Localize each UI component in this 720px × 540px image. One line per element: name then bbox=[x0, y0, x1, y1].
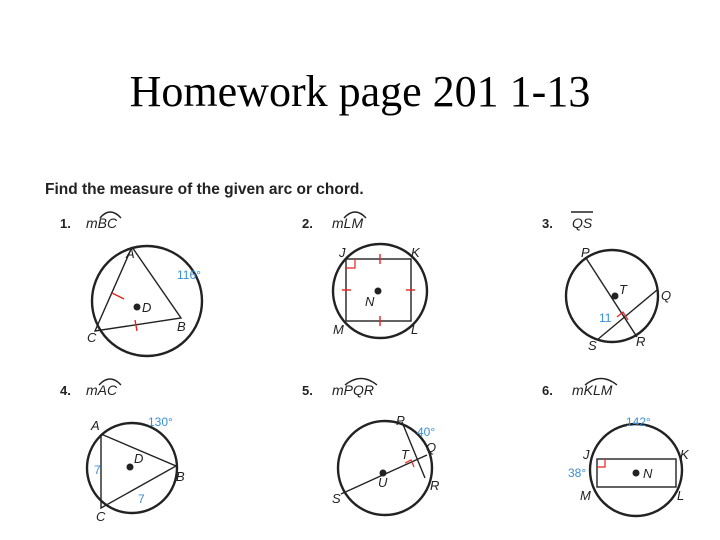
problem-5 bbox=[302, 379, 439, 516]
point-label: T bbox=[401, 447, 409, 462]
point-label: C bbox=[87, 330, 97, 345]
center-dot bbox=[375, 288, 382, 295]
problem-3-prompt: QS bbox=[572, 215, 593, 231]
triangle-1 bbox=[95, 247, 181, 331]
problem-3-number: 3. bbox=[542, 216, 553, 231]
point-label: P bbox=[581, 245, 590, 260]
problem-4 bbox=[60, 379, 185, 524]
problem-2-number: 2. bbox=[302, 216, 313, 231]
arc-measure-label: 142° bbox=[626, 415, 651, 429]
right-angle-mark bbox=[597, 459, 605, 467]
point-label: C bbox=[96, 509, 106, 524]
problem-4-number: 4. bbox=[60, 383, 71, 398]
problem-6-number: 6. bbox=[542, 383, 553, 398]
point-label: A bbox=[91, 418, 100, 433]
point-label: S bbox=[588, 338, 597, 353]
center-dot bbox=[633, 470, 640, 477]
problem-2-prompt: mLM bbox=[332, 215, 364, 231]
arc-measure-label: 116° bbox=[177, 268, 201, 282]
point-label: K bbox=[680, 447, 689, 462]
problem-6 bbox=[542, 379, 690, 517]
problem-3 bbox=[542, 212, 671, 353]
problem-5-prompt: mPQR bbox=[332, 382, 375, 398]
right-angle-mark bbox=[346, 259, 355, 268]
point-label: Q bbox=[661, 288, 672, 303]
problem-1 bbox=[60, 212, 202, 356]
chord-length-label: 11 bbox=[599, 311, 612, 325]
point-label: L bbox=[411, 322, 419, 337]
point-label: U bbox=[378, 475, 388, 490]
tick-mark bbox=[135, 320, 137, 331]
instruction-text: Find the measure of the given arc or chord. bbox=[45, 181, 364, 198]
point-label: K bbox=[411, 245, 420, 260]
point-label: B bbox=[176, 469, 185, 484]
problem-5-number: 5. bbox=[302, 383, 313, 398]
point-label: B bbox=[177, 319, 186, 334]
arc-measure-label: 40° bbox=[417, 425, 436, 439]
point-label: D bbox=[134, 451, 144, 466]
length-label: 7 bbox=[138, 492, 145, 506]
point-label: Q bbox=[426, 440, 437, 455]
point-label: R bbox=[636, 334, 646, 349]
center-dot bbox=[134, 304, 141, 311]
problem-4-prompt: mAC bbox=[86, 382, 118, 398]
point-label: M bbox=[580, 488, 591, 503]
point-label: R bbox=[430, 478, 440, 493]
point-label: A bbox=[126, 246, 135, 261]
tick-mark bbox=[112, 293, 124, 299]
center-dot bbox=[612, 293, 619, 300]
point-label: J bbox=[583, 447, 590, 462]
problem-2 bbox=[302, 212, 427, 338]
arc-measure-label: 38° bbox=[568, 466, 587, 480]
problem-1-number: 1. bbox=[60, 216, 71, 231]
diameter bbox=[586, 258, 637, 337]
arc-measure-label: 130° bbox=[148, 415, 173, 429]
length-label: 7 bbox=[94, 463, 101, 477]
point-label: D bbox=[142, 300, 152, 315]
problem-1-prompt: mBC bbox=[86, 215, 118, 231]
point-label: P bbox=[396, 413, 405, 428]
point-label: J bbox=[339, 245, 346, 260]
point-label: T bbox=[619, 282, 627, 297]
point-label: M bbox=[333, 322, 344, 337]
problem-6-prompt: mKLM bbox=[572, 382, 613, 398]
point-label: L bbox=[677, 488, 685, 503]
point-label: N bbox=[643, 466, 653, 481]
point-label: S bbox=[332, 491, 341, 506]
center-dot bbox=[127, 464, 134, 471]
page-title: Homework page 201 1-13 bbox=[129, 67, 591, 116]
point-label: N bbox=[365, 294, 375, 309]
